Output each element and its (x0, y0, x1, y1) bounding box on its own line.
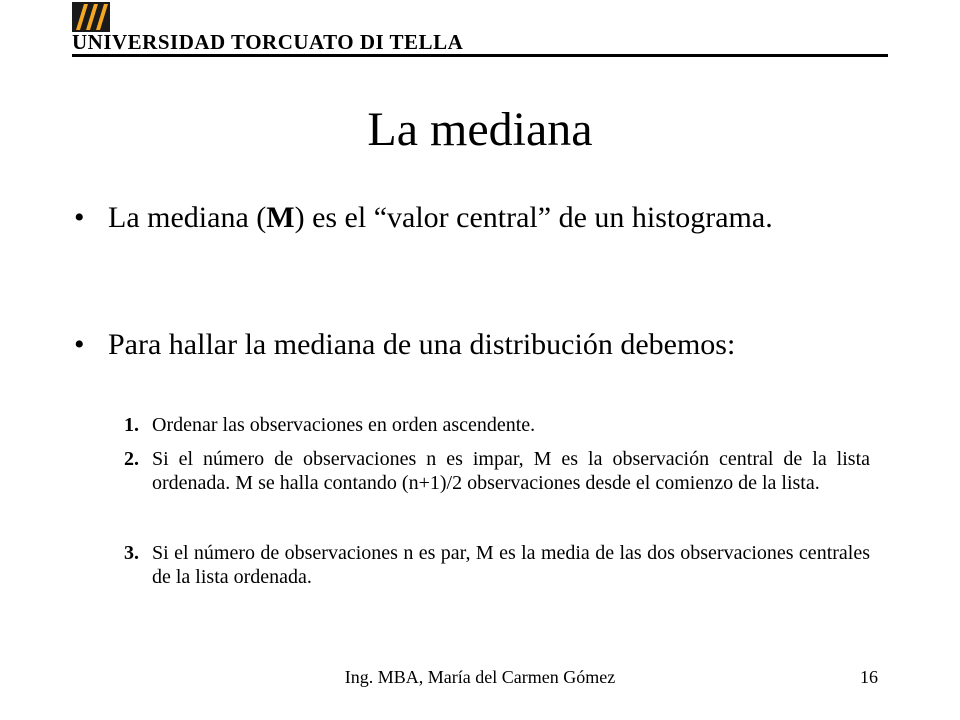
step-number: 2. (124, 448, 139, 470)
bullet-median-definition (74, 200, 868, 236)
page-number: 16 (860, 667, 878, 687)
header-divider (72, 54, 888, 57)
step-item-1 (124, 413, 870, 437)
step-number: 3. (124, 542, 139, 564)
step-item-2 (124, 447, 870, 495)
footer-author: Ing. MBA, María del Carmen Gómez (344, 667, 616, 687)
bullet-text-end: ) es el “valor central” de un histograma. (294, 201, 773, 234)
step-number: 1. (124, 414, 139, 436)
university-logo (72, 2, 110, 32)
bullet-dot: • (74, 328, 85, 361)
bullet-text-bold: M (266, 201, 295, 234)
university-name: UNIVERSIDAD TORCUATO DI TELLA (72, 30, 464, 54)
bullet-text-start: La mediana ( (108, 201, 267, 234)
bullet-median-procedure (74, 327, 868, 363)
step-text: Ordenar las observaciones en orden ascendente. (152, 414, 536, 436)
step-text: Si el número de observaciones n es impar, M es la observación central de la lista ordenada. M se halla contando (n+1)/2 observaciones desde el comienzo de la lista. (152, 448, 870, 494)
step-text: Si el número de observaciones n es par, M es la media de las dos observaciones centrales de la lista ordenada. (152, 542, 870, 588)
step-item-3 (124, 541, 870, 589)
slide-title: La mediana (367, 103, 593, 156)
bullet-dot: • (74, 201, 85, 234)
bullet-text: Para hallar la mediana de una distribución debemos: (108, 328, 736, 361)
